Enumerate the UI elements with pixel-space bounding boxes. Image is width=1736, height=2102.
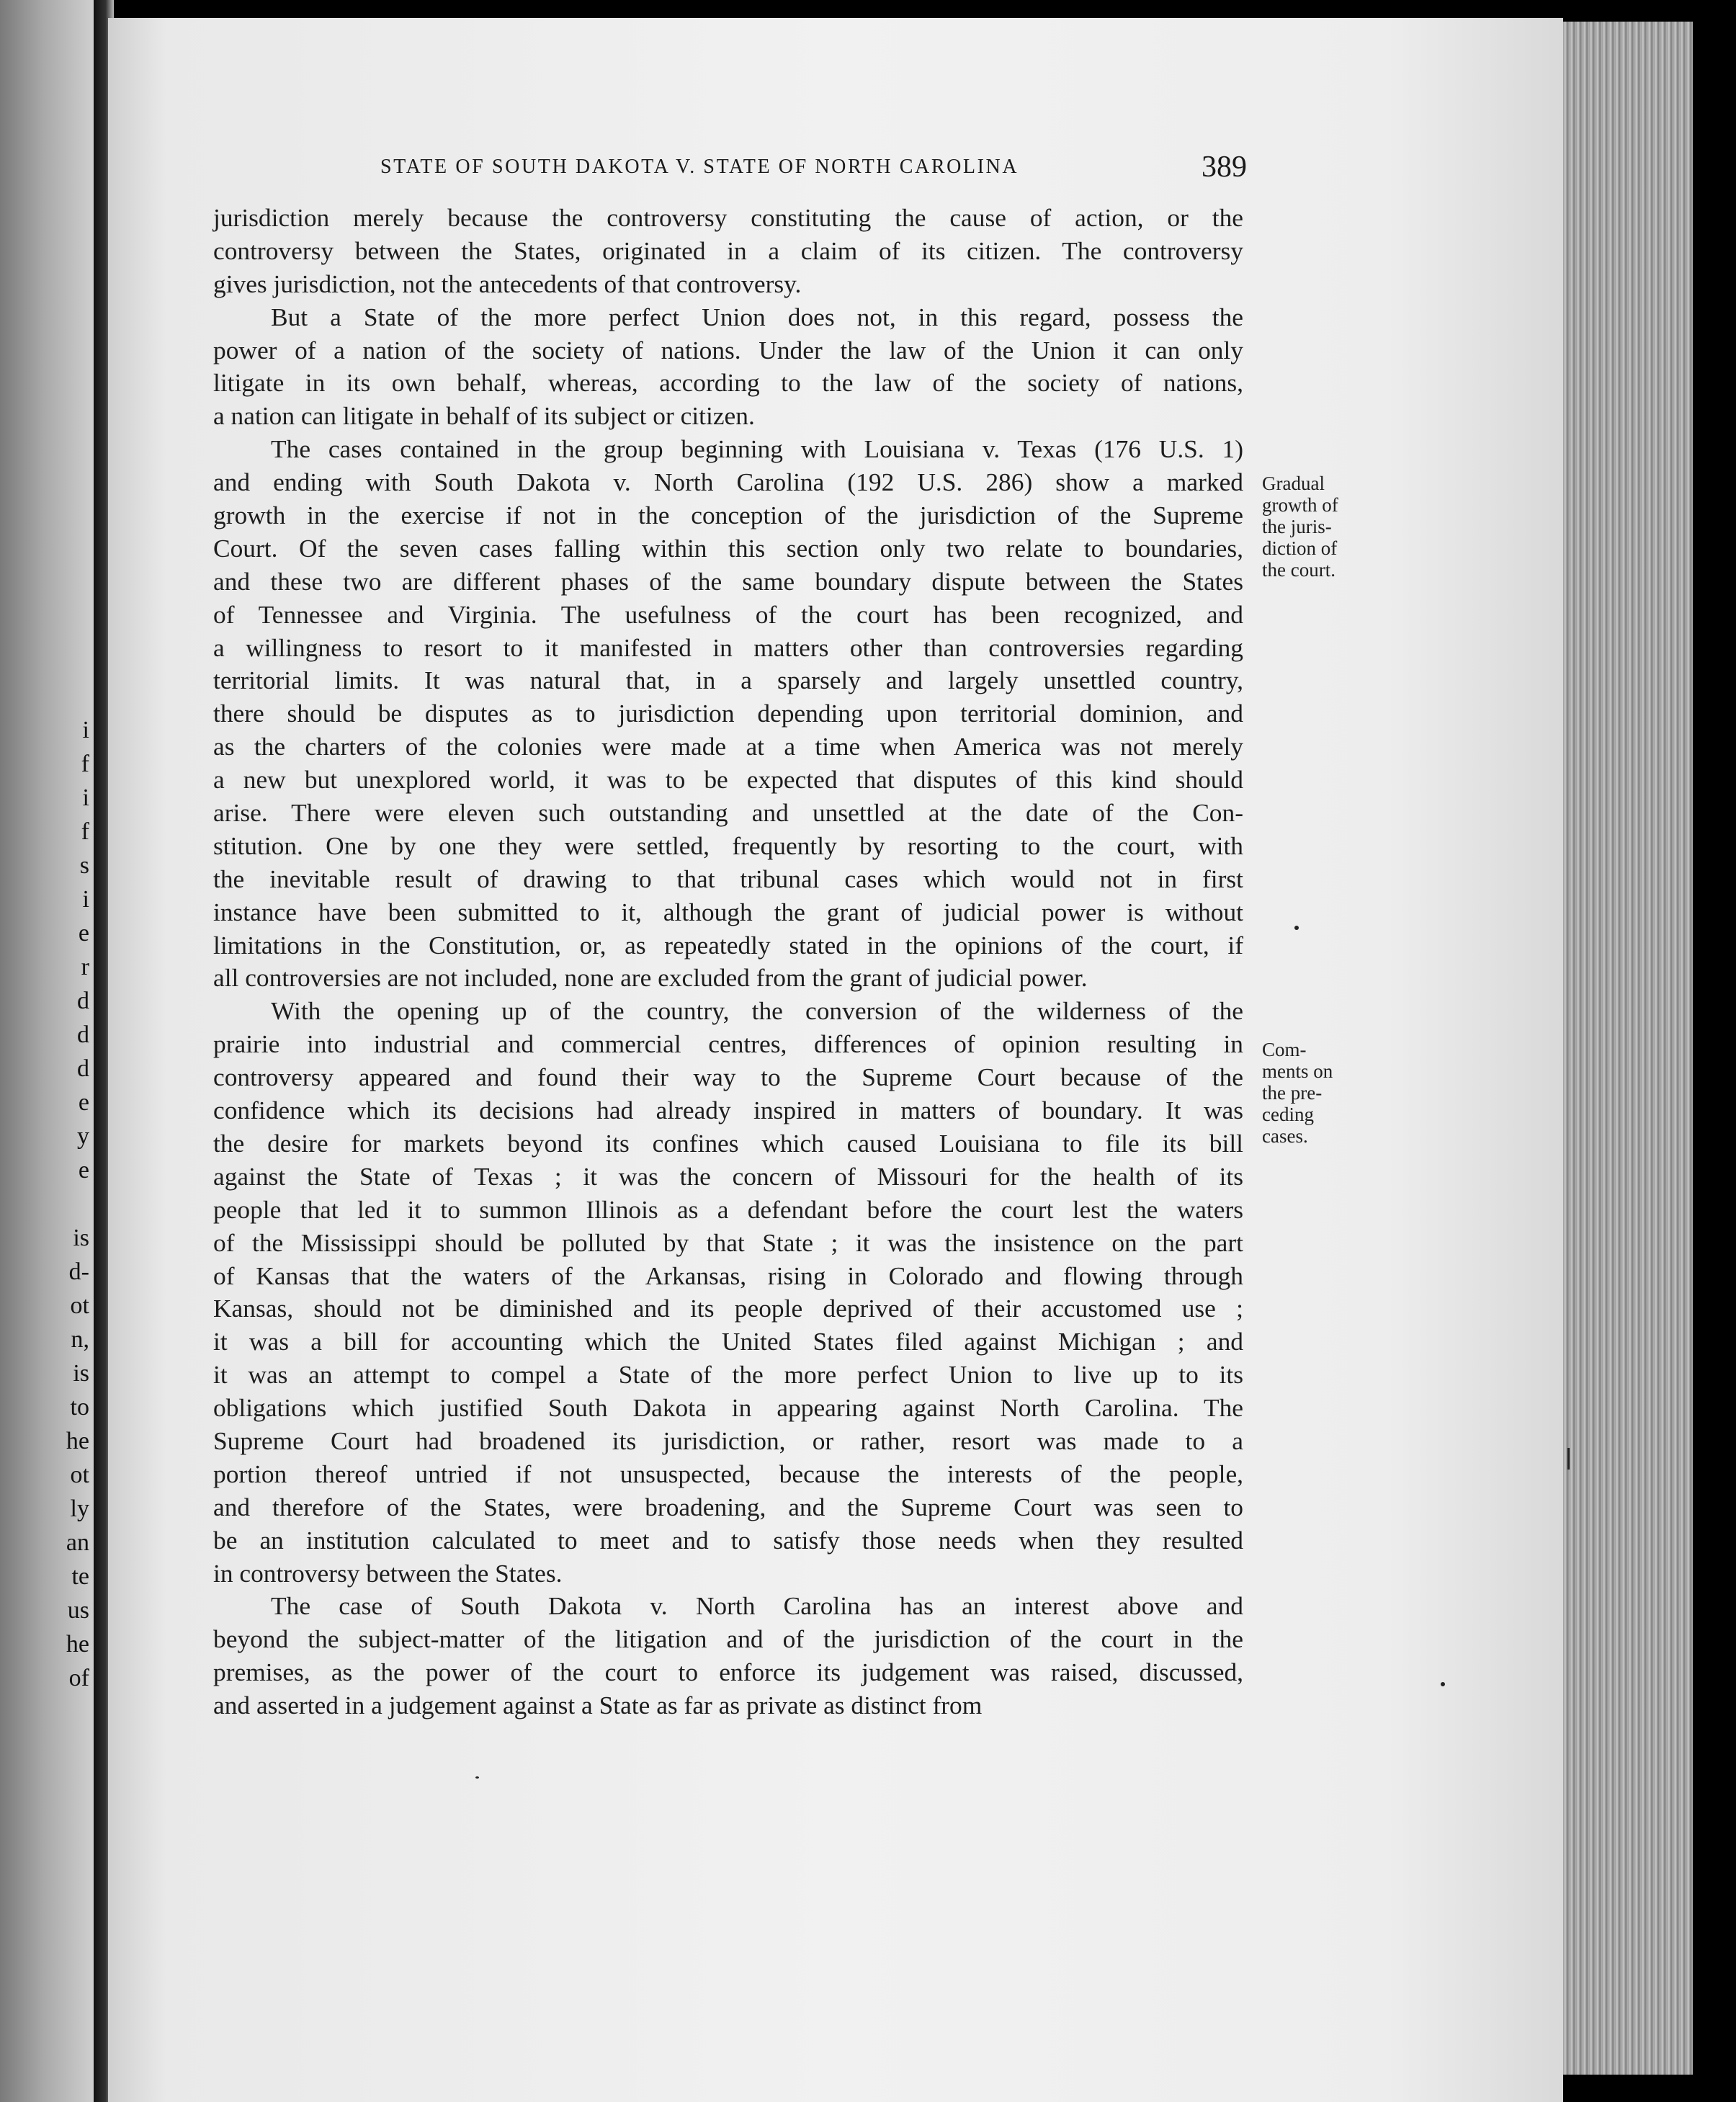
- left-page-fragment-line: f: [81, 818, 89, 845]
- left-page-fragment-line: of: [68, 1665, 89, 1691]
- text-line: The case of South Dakota v. North Carolina has an interest above and: [271, 1591, 1243, 1621]
- text-line: of Kansas that the waters of the Arkansas, rising in Colorado and flowing through: [213, 1261, 1243, 1290]
- left-page-fragment-line: he: [66, 1631, 89, 1658]
- text-line: and asserted in a judgement against a State as far as private as distinct from: [213, 1691, 983, 1720]
- text-line: of the Mississippi should be polluted by that State ; it was the insistence on the part: [213, 1227, 1243, 1257]
- text-line: people that led it to summon Illinois as a defendant before the court lest the waters: [213, 1194, 1243, 1224]
- text-line: all controversies are not included, none are excluded from the grant of judicial power.: [213, 963, 1088, 993]
- margin-note-line: ments on: [1262, 1060, 1333, 1082]
- text-line: and therefore of the States, were broadening, and the Supreme Court was seen to: [213, 1492, 1243, 1521]
- left-page-fragment-line: s: [79, 852, 89, 879]
- left-page-fragment-line: d-: [68, 1258, 89, 1285]
- left-page-fragment-line: d: [77, 1021, 89, 1048]
- page-number: 389: [1202, 151, 1247, 184]
- margin-note-line: the juris-: [1262, 516, 1332, 537]
- left-page-fragment-line: he: [66, 1428, 89, 1454]
- left-page-fragment-line: ot: [70, 1292, 89, 1319]
- left-page-fragment-line: [0, 1187, 94, 1221]
- page-stack-edge: [1563, 22, 1693, 2075]
- margin-note-line: Com-: [1262, 1039, 1307, 1060]
- left-page-fragment-line: an: [66, 1529, 89, 1556]
- text-line: obligations which justified South Dakota in appearing against North Carolina. The: [213, 1393, 1243, 1423]
- left-page-fragment-line: i: [82, 717, 89, 743]
- text-line: beyond the subject-matter of the litigation and of the jurisdiction of the court in the: [213, 1624, 1243, 1654]
- text-line: stitution. One by one they were settled, frequently by resorting to the court, with: [213, 831, 1243, 860]
- left-page-text-edge: [0, 713, 94, 1695]
- margin-note-gradual-growth: [1262, 473, 1377, 581]
- left-page-fragment-line: ot: [70, 1462, 89, 1488]
- left-page-fragment-line: i: [82, 886, 89, 913]
- left-page-fragment-line: i: [82, 784, 89, 811]
- text-line: Supreme Court had broadened its jurisdiction, or rather, resort was made to a: [213, 1426, 1243, 1455]
- left-page-fragment-line: is: [73, 1360, 89, 1387]
- text-line: With the opening up of the country, the conversion of the wilderness of the: [271, 996, 1243, 1026]
- text-line: and ending with South Dakota v. North Carolina (192 U.S. 286) show a marked: [213, 468, 1243, 497]
- text-line: portion thereof untried if not unsuspected, because the interests of the people,: [213, 1459, 1243, 1488]
- text-line: But a State of the more perfect Union does not, in this regard, possess the: [271, 302, 1243, 331]
- text-line: gives jurisdiction, not the antecedents of that controversy.: [213, 269, 802, 298]
- left-page-fragment-line: e: [78, 1089, 89, 1116]
- text-line: it was an attempt to compel a State of the more perfect Union to live up to its: [213, 1360, 1243, 1390]
- text-line: the desire for markets beyond its confines which caused Louisiana to file its bill: [213, 1128, 1243, 1158]
- left-page-fragment: [0, 0, 97, 2102]
- margin-note-line: the court.: [1262, 559, 1335, 581]
- margin-note-line: cases.: [1262, 1125, 1308, 1147]
- text-line: a new but unexplored world, it was to be expected that disputes of this kind should: [213, 765, 1243, 795]
- margin-note-line: diction of: [1262, 537, 1338, 559]
- scan-speck: [1294, 926, 1299, 930]
- text-line: territorial limits. It was natural that, in a sparsely and largely unsettled country,: [213, 666, 1243, 695]
- left-page-fragment-line: r: [81, 954, 89, 980]
- text-line: a nation can litigate in behalf of its subject or citizen.: [213, 401, 755, 431]
- text-line: against the State of Texas ; it was the concern of Missouri for the health of its: [213, 1161, 1243, 1191]
- scan-speck: [1441, 1682, 1445, 1686]
- text-line: be an institution calculated to meet and to satisfy those needs when they resulted: [213, 1525, 1243, 1555]
- margin-note-line: the pre-: [1262, 1082, 1323, 1104]
- text-line: Court. Of the seven cases falling within this section only two relate to boundaries,: [213, 533, 1243, 563]
- text-line: growth in the exercise if not in the conception of the jurisdiction of the Supreme: [213, 501, 1243, 530]
- text-line: limitations in the Constitution, or, as repeatedly stated in the opinions of the court, if: [213, 930, 1243, 960]
- margin-note-line: ceding: [1262, 1104, 1314, 1125]
- text-line: it was a bill for accounting which the United States filed against Michigan ; and: [213, 1327, 1243, 1356]
- text-line: controversy appeared and found their way to the Supreme Court because of the: [213, 1063, 1243, 1092]
- text-line: and these two are different phases of the same boundary dispute between the States: [213, 566, 1243, 596]
- text-line: The cases contained in the group beginning with Louisiana v. Texas (176 U.S. 1): [271, 434, 1243, 464]
- left-page-fragment-line: f: [81, 751, 89, 777]
- left-page-fragment-line: ly: [70, 1495, 89, 1522]
- text-line: prairie into industrial and commercial centres, differences of opinion resulting in: [213, 1029, 1243, 1059]
- text-line: power of a nation of the society of nations. Under the law of the Union it can only: [213, 335, 1243, 365]
- text-line: confidence which its decisions had already inspired in matters of boundary. It was: [213, 1096, 1243, 1125]
- body-text: [213, 202, 1243, 1722]
- left-page-fragment-line: e: [78, 920, 89, 947]
- margin-note-line: growth of: [1262, 494, 1338, 516]
- text-line: premises, as the power of the court to enforce its judgement was raised, discussed,: [213, 1658, 1243, 1687]
- margin-note-comments: [1262, 1039, 1377, 1147]
- left-page-fragment-line: d: [77, 988, 89, 1014]
- text-line: a willingness to resort to it manifested in matters other than controversies regarding: [213, 632, 1243, 662]
- left-page-fragment-line: n,: [71, 1326, 89, 1353]
- margin-note-line: Gradual: [1262, 473, 1325, 494]
- text-line: there should be disputes as to jurisdiction depending upon territorial dominion, and: [213, 699, 1243, 728]
- left-page-fragment-line: e: [78, 1157, 89, 1184]
- text-line: Kansas, should not be diminished and its people deprived of their accustomed use ;: [213, 1294, 1243, 1323]
- running-head: STATE OF SOUTH DAKOTA V. STATE OF NORTH CAROLINA: [380, 156, 1019, 178]
- text-line: as the charters of the colonies were made at a time when America was not merely: [213, 732, 1243, 761]
- left-page-fragment-line: d: [77, 1055, 89, 1082]
- text-line: jurisdiction merely because the controversy constituting the cause of action, or the: [213, 203, 1243, 232]
- text-line: instance have been submitted to it, although the grant of judicial power is without: [213, 897, 1243, 926]
- scan-border-right: [1693, 0, 1736, 2102]
- left-page-fragment-line: is: [73, 1225, 89, 1251]
- left-page-fragment-line: te: [71, 1563, 89, 1590]
- text-line: arise. There were eleven such outstanding and unsettled at the date of the Con-: [213, 798, 1243, 828]
- text-line: of Tennessee and Virginia. The usefulness of the court has been recognized, and: [213, 599, 1243, 629]
- text-line: litigate in its own behalf, whereas, according to the law of the society of nations,: [213, 368, 1243, 398]
- scan-mark: [1567, 1448, 1570, 1470]
- text-line: controversy between the States, originated in a claim of its citizen. The controversy: [213, 236, 1243, 265]
- left-page-fragment-line: y: [77, 1123, 89, 1150]
- left-page-fragment-line: to: [70, 1394, 89, 1421]
- text-line: in controversy between the States.: [213, 1558, 563, 1588]
- left-page-fragment-line: us: [67, 1597, 89, 1624]
- scan-speck: [475, 1776, 479, 1779]
- page-header: [380, 150, 1331, 193]
- text-line: the inevitable result of drawing to that tribunal cases which would not in first: [213, 864, 1243, 893]
